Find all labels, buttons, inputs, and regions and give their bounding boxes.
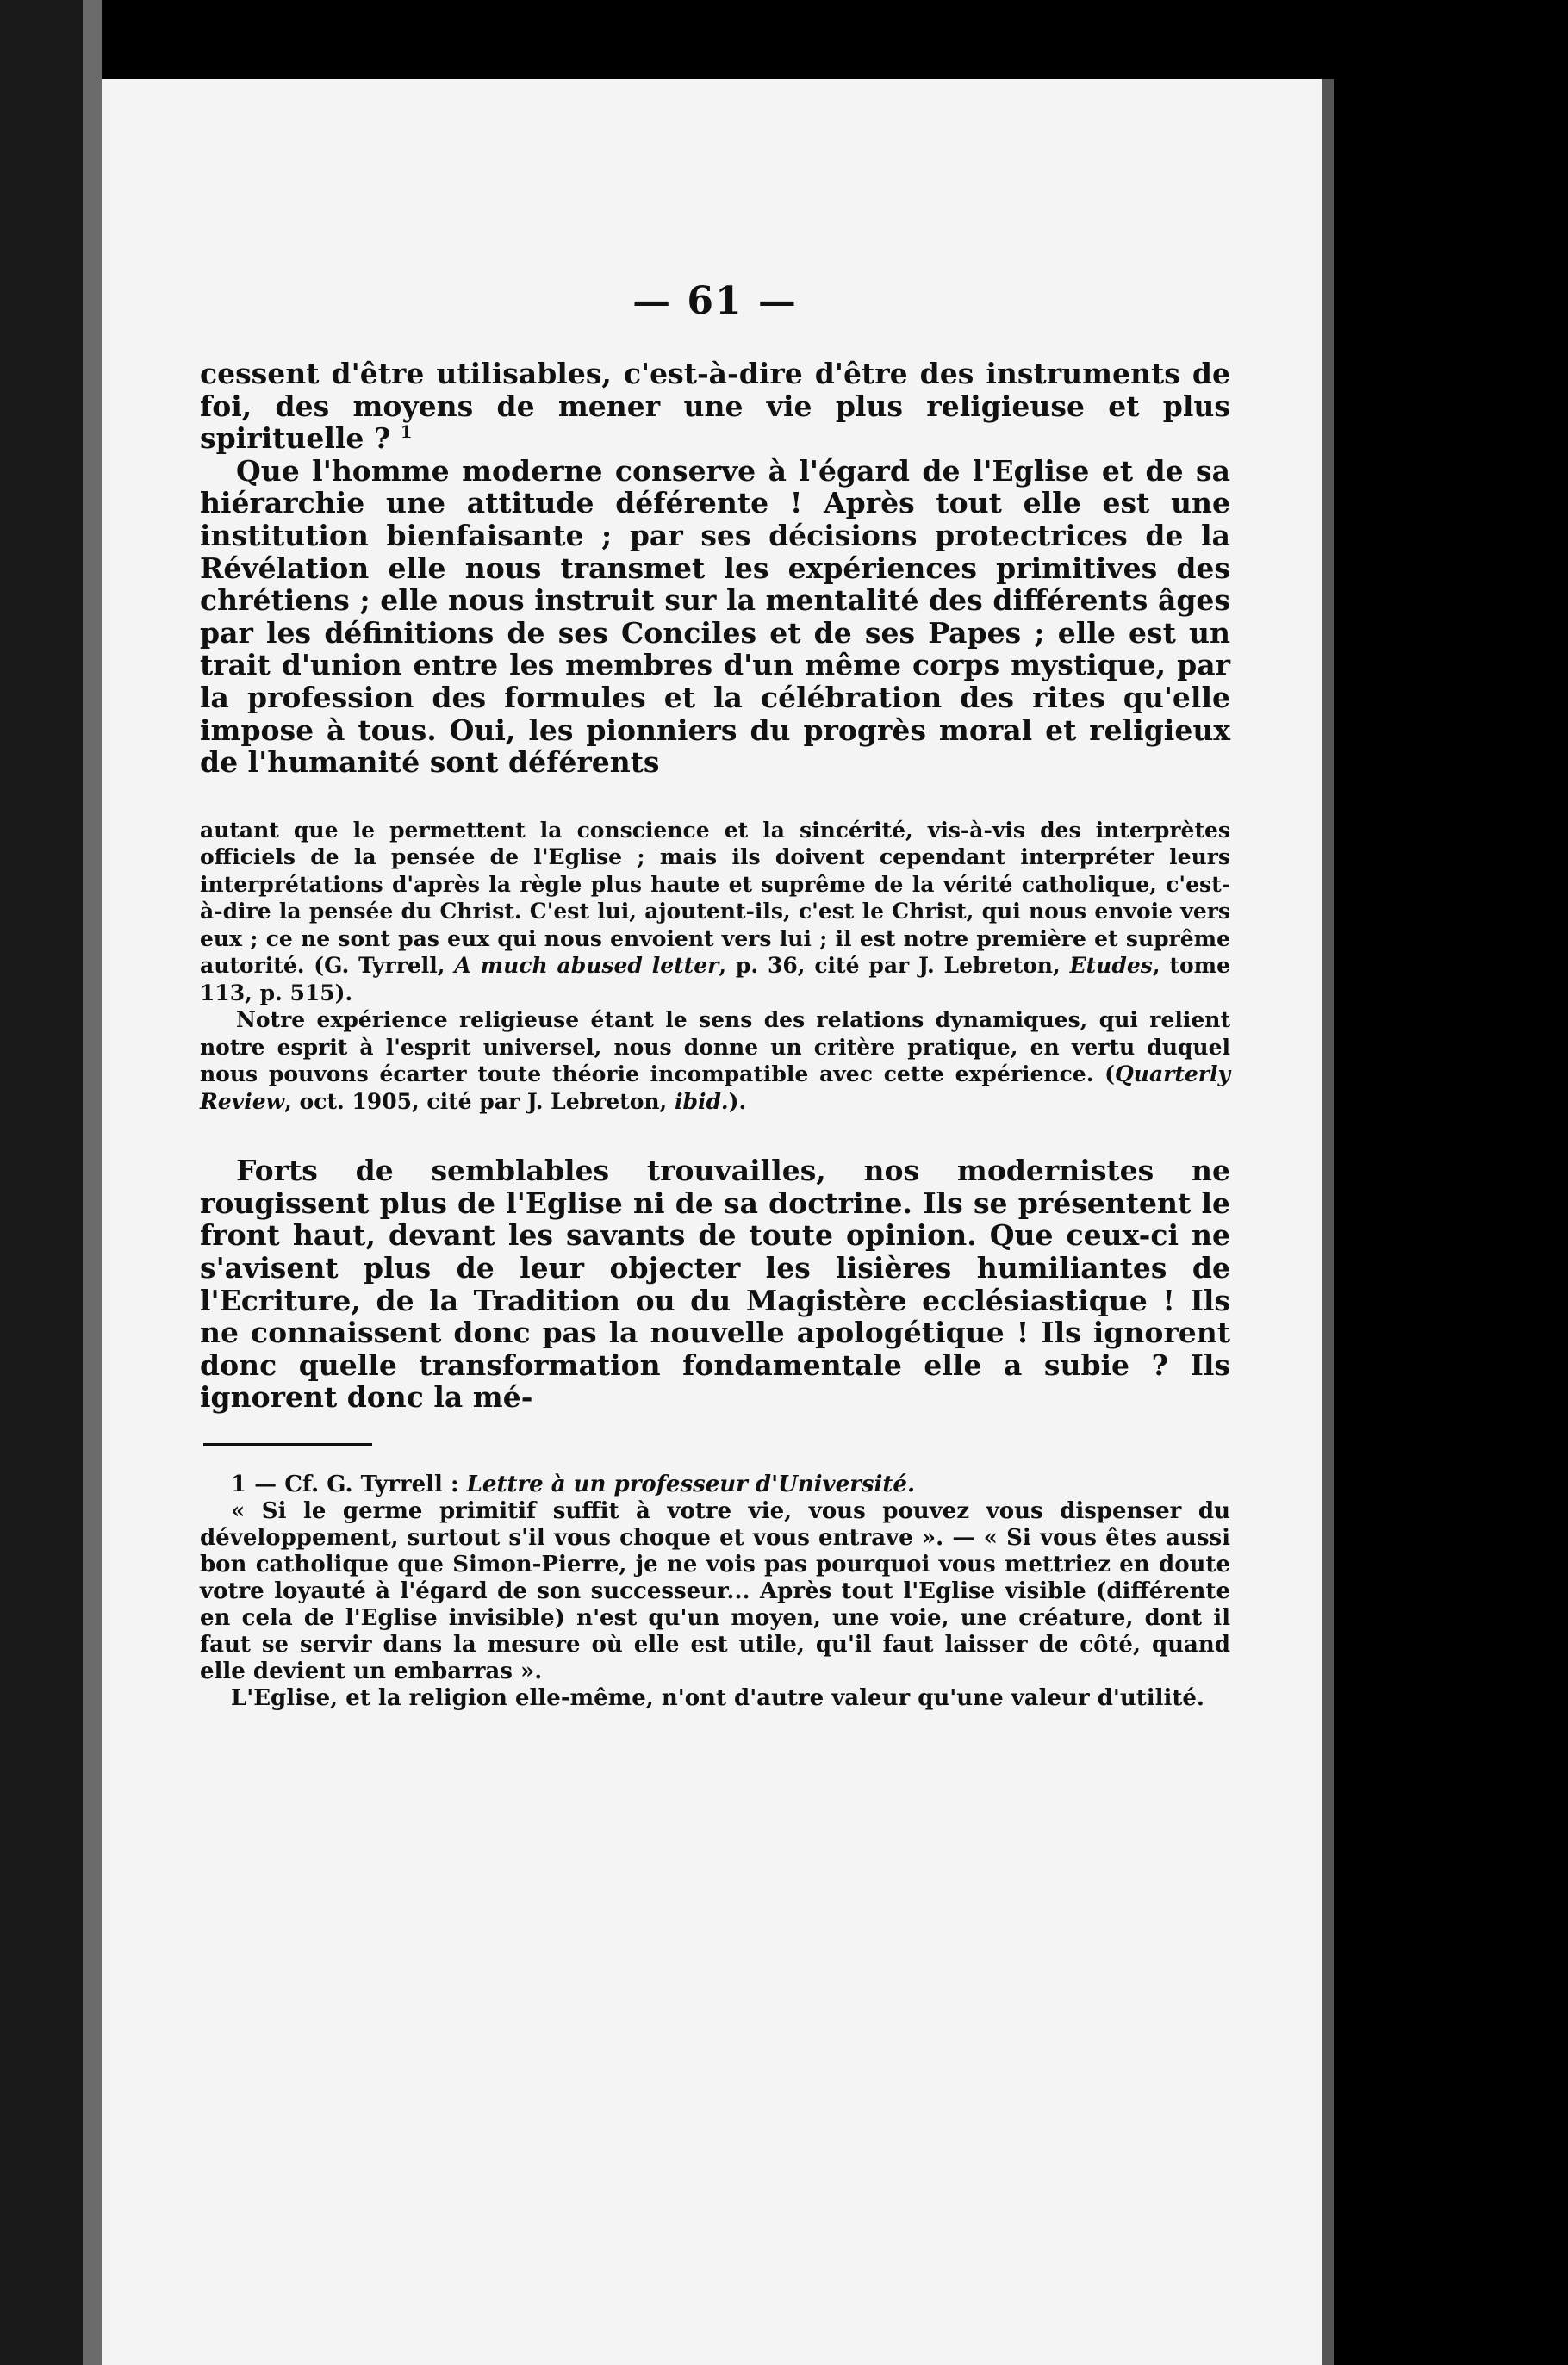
quote-2-ibid: ibid. [674, 1088, 729, 1114]
main-text-bottom [200, 1154, 1230, 1414]
quote-1-text: autant que le permettent la conscience et la sincérité, vis-à-vis des interprètes officiels de la pensée de l'Eglise ; mais ils doivent cependant interpréter leurs interprétations d'après la règle plus haute et suprême de la vérité catholique, c'est-à-dire la pensée du Christ. C'est lui, ajoutent-ils, c'est le Christ, qui nous envoie vers eux ; ce ne sont pas eux qui nous envoient vers lui ; il est notre première et suprême autorité. (G. Tyrrell, [200, 817, 1230, 979]
paragraph-3: Forts de semblables trouvailles, nos modernistes ne rougissent plus de l'Eglise ni de sa doctrine. Ils se présentent le front haut, devant les savants de toute opinion. Que ceux-ci ne s'avisent plus de leur objecter les lisières humiliantes de l'Ecriture, de la Tradition ou du Magistère ecclésiastique ! Ils ne connaissent donc pas la nouvelle apologétique ! Ils ignorent donc quelle transformation fondamentale elle a subie ? Ils ignorent donc la mé- [200, 1154, 1230, 1415]
footnote-2: « Si le germe primitif suffit à votre vie, vous pouvez vous dispenser du développement, surtout s'il vous choque et vous entrave ». — « Si vous êtes aussi bon catholique que Simon-Pierre, je ne vois pas pourquoi vous mettriez en doute votre loyauté à l'égard de son successeur... Après tout l'Eglise visible (différente en cela de l'Eglise invisible) n'est qu'un moyen, une voie, une créature, dont il faut se servir dans la mesure où elle est utile, qu'il faut laisser de côté, quand elle devient un embarras ». [200, 1497, 1230, 1684]
quote-1-title: A much abused letter [454, 953, 719, 979]
footnote-separator [203, 1443, 372, 1446]
quote-2 [200, 1006, 1230, 1115]
quote-2-journal: Quarterly Review [200, 1061, 1230, 1114]
paragraph-1-text: cessent d'être utilisables, c'est-à-dire d'être des instruments de foi, des moyens de mener une vie plus religieuse et plus spirituelle ? [200, 357, 1230, 456]
quote-2-citation: , oct. 1905, cité par J. Lebreton, [284, 1088, 675, 1114]
footnote-3: L'Eglise, et la religion elle-même, n'ont d'autre valeur qu'une valeur d'utilité. [231, 1684, 1204, 1711]
page-content [200, 279, 1230, 1712]
scan-right-shadow [1322, 79, 1334, 2365]
quote-2-text: Notre expérience religieuse étant le sens des relations dynamiques, qui relient notre esprit à l'esprit universel, nous donne un critère pratique, en vertu duquel nous pouvons écarter toute théorie incompatible avec cette expérience. ( [200, 1007, 1230, 1087]
page-number: — 61 — [632, 279, 798, 323]
quote-1-journal: Etudes [1069, 953, 1153, 979]
quoted-passage [200, 817, 1230, 1116]
scan-book-edge [83, 0, 102, 2365]
footnote-1-text: 1 — Cf. G. Tyrrell : [231, 1471, 467, 1497]
footnote-ref-1: 1 [400, 421, 413, 443]
paragraph-2: Que l'homme moderne conserve à l'égard de l'Eglise et de sa hiérarchie une attitude déférente ! Après tout elle est une institution bienfaisante ; par ses décisions protectrices de la Révélation elle nous transmet les expériences primitives des chrétiens ; elle nous instruit sur la mentalité des différents âges par les définitions de ses Conciles et de ses Papes ; elle est un trait d'union entre les membres d'un même corps mystique, par la profession des formules et la célébration des rites qu'elle impose à tous. Oui, les pionniers du progrès moral et religieux de l'humanité sont déférents [200, 453, 1230, 780]
quote-1-reference: , tome 113, p. 515). [200, 953, 1230, 1005]
footnote-1-title: Lettre à un professeur d'Université. [466, 1471, 915, 1497]
quote-1 [200, 817, 1230, 1007]
main-text-top [200, 358, 1230, 779]
paragraph-1 [200, 358, 1230, 455]
footnotes [200, 1472, 1230, 1712]
quote-1-citation: , p. 36, cité par J. Lebreton, [719, 953, 1070, 979]
footnote-1 [200, 1472, 1230, 1498]
quote-2-end: ). [728, 1088, 747, 1114]
document-page [102, 79, 1322, 2365]
